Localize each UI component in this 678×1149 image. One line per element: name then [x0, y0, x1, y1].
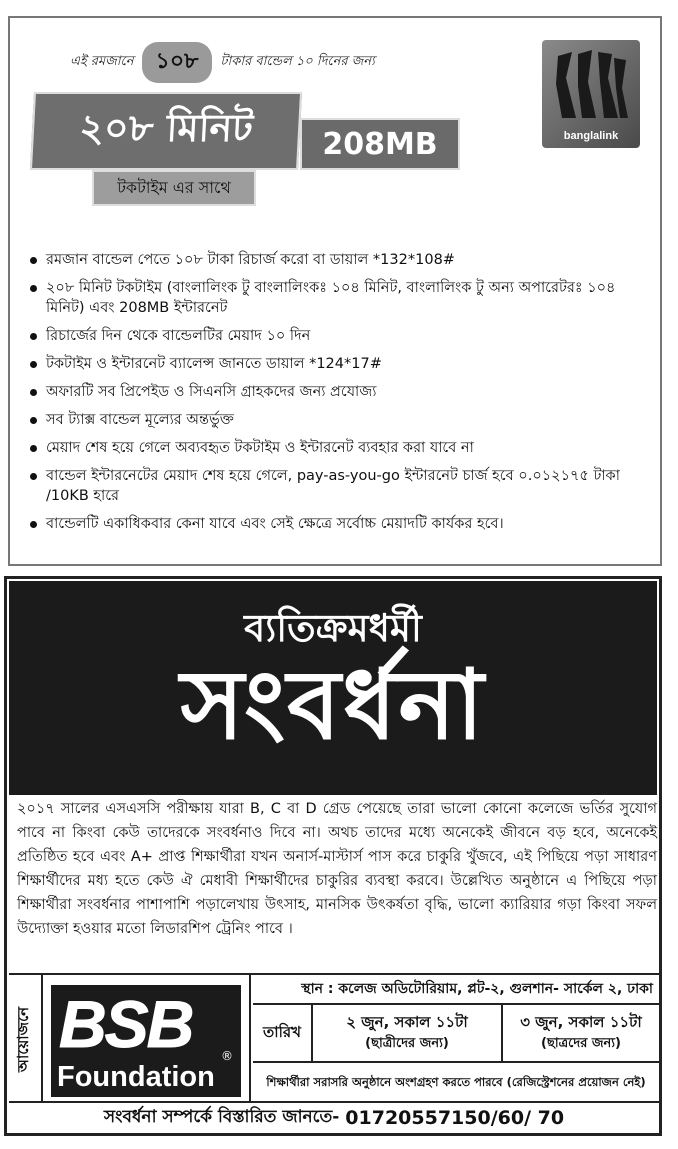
brand-name: banglalink	[563, 130, 619, 142]
contact-line	[9, 1101, 659, 1133]
organizer-label	[9, 975, 43, 1103]
list-item: রমজান বান্ডেল পেতে ১০৮ টাকা রিচার্জ করো বা ডায়াল *132*108#	[28, 250, 648, 270]
bsb-logo	[43, 975, 251, 1103]
list-item: অফারটি সব প্রিপেইড ও সিএনসি গ্রাহকদের জন্য প্রযোজ্য	[28, 382, 648, 402]
headline-small: ব্যতিক্রমধর্মী	[244, 606, 422, 650]
bsb-logo-box	[51, 985, 241, 1097]
event-details	[9, 973, 659, 1101]
data-badge: 208MB	[300, 118, 460, 170]
list-item: বান্ডেলটি একাধিকবার কেনা যাবে এবং সেই ক্ষেত্রে সর্বোচ্চ মেয়াদটি কার্যকর হবে।	[28, 514, 648, 534]
offer-terms-list	[28, 250, 648, 542]
list-item: টকটাইম ও ইন্টারনেট ব্যালেন্স জানতে ডায়াল *124*17#	[28, 354, 648, 374]
date-girls-time: ২ জুন, সকাল ১১টা	[346, 1013, 468, 1031]
list-item: মেয়াদ শেষ হয়ে গেলে অব্যবহৃত টকটাইম ও ইন্টারনেট ব্যবহার করা যাবে না	[28, 438, 648, 458]
organizer-label-text: আয়োজনে	[14, 1006, 33, 1072]
list-item: রিচার্জের দিন থেকে বান্ডেলটির মেয়াদ ১০ দিন	[28, 326, 648, 346]
bsb-foundation-ad	[4, 576, 662, 1136]
contact-number: 01720557150/60/ 70	[345, 1107, 565, 1129]
contact-text: সংবর্ধনা সম্পর্কে বিস্তারিত জানতে-	[103, 1107, 340, 1127]
body-paragraph: ২০১৭ সালের এসএসসি পরীক্ষায় যারা B, C বা D গ্রেড পেয়েছে তারা ভালো কোনো কলেজে ভর্তির সুযোগ পাবে না কিংবা কেউ তাদেরকে সংবর্ধনাও দিবে না। অথচ তাদের মধ্যে অনেকেই জীবনে বড় হবে, অনেকেই প্রতিষ্ঠিত হবে এবং A+ প্রাপ্ত শিক্ষার্থীরা যখন অনার্স-মাস্টার্স পাস করে চাকুরি খুঁজবে, এই পিছিয়ে পড়া সাধারণ শিক্ষার্থীদের মধ্য হতে কেউ ঐ মেধাবী শিক্ষার্থীদের চাকুরির ব্যবস্থা করবে। উল্লেখিত অনুষ্ঠানে এ পিছিয়ে পড়া শিক্ষার্থীরা সংবর্ধনার পাশাপাশি পড়ালেখায় উৎসাহ, মানসিক উৎকর্ষতা বৃদ্ধি, ভালো ক্যারিয়ার গড়া কিংবা সফল উদ্যোক্তা হওয়ার মতো লিডারশিপ ট্রেনিং পাবে ।	[17, 801, 657, 937]
banglalink-ad	[8, 16, 662, 566]
date-girls-note: (ছাত্রীদের জন্য)	[365, 1036, 449, 1051]
date-boys-time: ৩ জুন, সকাল ১১টা	[520, 1013, 642, 1031]
headline-banner	[9, 581, 657, 795]
date-boys	[503, 1005, 659, 1063]
tiger-stripes-icon	[552, 48, 630, 122]
registered-mark: ®	[221, 1049, 233, 1063]
bsb-logo-sub: Foundation	[57, 1061, 215, 1093]
price-pill: ১০৮	[142, 42, 213, 83]
date-label: তারিখ	[253, 1005, 313, 1063]
minutes-badge: ২০৮ মিনিট	[30, 92, 302, 170]
headline-big: সংবর্ধনা	[180, 649, 486, 761]
registration-notice: শিক্ষার্থীরা সরাসরি অনুষ্ঠানে অংশগ্রহণ করতে পারবে (রেজিস্ট্রেশনের প্রয়োজন নেই)	[266, 1074, 646, 1089]
date-girls	[313, 1005, 503, 1063]
list-item: সব ট্যাক্স বান্ডেল মূল্যের অন্তর্ভুক্ত	[28, 410, 648, 430]
offer-tagline	[70, 42, 375, 83]
banglalink-logo	[542, 40, 640, 148]
list-item: ২০৮ মিনিট টকটাইম (বাংলালিংক টু বাংলালিংকঃ ১০৪ মিনিট, বাংলালিংক টু অন্য অপারেটরঃ ১০৪ মিনিট) এবং 208MB ইন্টারনেট	[28, 278, 648, 318]
bsb-logo-mark: BSB	[59, 987, 193, 1061]
tagline-suffix: টাকার বান্ডেল ১০ দিনের জন্য	[220, 54, 375, 69]
venue: স্থান : কলেজ অডিটোরিয়াম, প্লট-২, গুলশান- সার্কেল ২, ঢাকা	[253, 975, 659, 1005]
top-cropped-text	[0, 0, 678, 6]
tagline-prefix: এই রমজানে	[70, 54, 134, 69]
talktime-note: টকটাইম এর সাথে	[92, 170, 256, 206]
date-boys-note: (ছাত্রদের জন্য)	[541, 1036, 621, 1051]
list-item: বান্ডেল ইন্টারনেটের মেয়াদ শেষ হয়ে গেলে, pay-as-you-go ইন্টারনেট চার্জ হবে ০.০১২১৭৫ টাকা /10KB হারে	[28, 466, 648, 506]
